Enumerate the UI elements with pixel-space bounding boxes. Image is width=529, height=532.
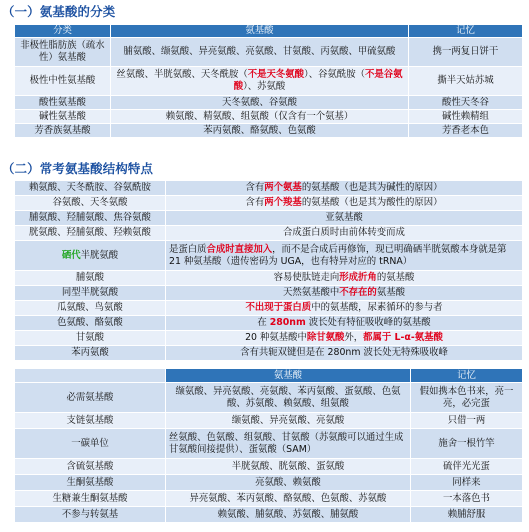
highlight-text: 不存在的 [339,287,377,298]
header-amino-acid: 氨基酸 [111,25,409,38]
memory-cell: 芳香老本色 [409,124,523,138]
amino-acid-name: 脯氨酸 [15,271,166,286]
highlight-text: 两个羧基 [264,197,302,208]
category-cell: 生糖兼生酮氨基酸 [15,491,166,507]
highlight-text: 硒代 [61,249,81,261]
amino-acid-cell: 赖氨酸、脯氨酸、苏氨酸、脯氨酸 [166,507,411,523]
amino-acid-cell: 苯丙氨酸、酪氨酸、色氨酸 [111,124,409,138]
highlight-text: 280nm [269,317,306,328]
classification-table [14,24,523,138]
amino-acid-cell: 半胱氨酸、胱氨酸、蛋氨酸 [166,459,411,475]
amino-acid-cell: 丝氨酸、半胱氨酸、天冬酰胺（不是天冬氨酸）、谷氨酰胺（不是谷氨酸）、苏氨酸 [111,67,409,96]
category-cell: 含硫氨基酸 [15,459,166,475]
memory-cell: 硫伴光光蛋 [411,459,523,475]
highlight-text: 除甘氨酸 [306,332,345,343]
category-cell: 芳香族氨基酸 [15,124,111,138]
feature-cell: 是蛋白质合成时直接加入，而不是合成后再修饰，现已明确硒半胱氨酸本身就是第 21 种氨基酸（遗传密码为 UGA，也有特异对应的 tRNA） [166,241,523,271]
memory-cell: 只借一两 [411,413,523,429]
header-memory: 记忆 [411,369,523,383]
highlight-text: 形成折角 [339,272,377,283]
category-cell: 碱性氨基酸 [15,110,111,124]
highlight-text: 不出现于蛋白质 [245,302,312,313]
category-cell: 极性中性氨基酸 [15,67,111,96]
amino-acid-name: 甘氨酸 [15,331,166,346]
category-cell: 一碳单位 [15,429,166,459]
highlight-text: 不是天冬氨酸 [247,69,305,80]
amino-acid-name: 色氨酸、酪氨酸 [15,316,166,331]
feature-cell: 含有两个氨基的氨基酸（也是其为碱性的原因） [166,181,523,196]
highlight-text: 不是谷氨酸 [233,69,403,92]
memory-cell: 酸性天冬谷 [409,96,523,110]
feature-cell: 在 280nm 波长处有特征吸收峰的氨基酸 [166,316,523,331]
header-blank [15,369,166,383]
memory-cell: 携一两复日饼干 [409,38,523,67]
memory-cell: 一本落色书 [411,491,523,507]
highlight-text: 两个氨基 [264,182,302,193]
amino-acid-cell: 缬氨酸、异亮氨酸、亮氨酸 [166,413,411,429]
header-amino-acid: 氨基酸 [166,369,411,383]
category-cell: 酸性氨基酸 [15,96,111,110]
section1-title: （一）氨基酸的分类 [2,4,116,19]
amino-acid-name: 赖氨酸、天冬酰胺、谷氨酰胺 [15,181,166,196]
highlight-text: 合成时直接加入 [206,243,273,255]
amino-acid-name: 脯氨酸、羟脯氨酸、焦谷氨酸 [15,211,166,226]
highlight-text: 都属于 L-α-氨基酸 [363,332,443,343]
feature-cell: 容易使肽链走向形成折角的氨基酸 [166,271,523,286]
essential-table [14,368,523,523]
memory-cell: 假如携本色书来，亮一亮，必完蛋 [411,383,523,413]
category-cell: 非极性脂肪族（疏水性）氨基酸 [15,38,111,67]
amino-acid-cell: 脯氨酸、缬氨酸、异亮氨酸、亮氨酸、甘氨酸、丙氨酸、甲硫氨酸 [111,38,409,67]
feature-cell: 天然氨基酸中不存在的氨基酸 [166,286,523,301]
amino-acid-cell: 天冬氨酸、谷氨酸 [111,96,409,110]
structure-table [14,180,523,361]
feature-cell: 含有两个羧基的氨基酸（也是其为酸性的原因） [166,196,523,211]
memory-cell: 施舍一根竹竿 [411,429,523,459]
memory-cell: 赖脯舒服 [411,507,523,523]
amino-acid-name: 苯丙氨酸 [15,346,166,361]
memory-cell: 同样来 [411,475,523,491]
amino-acid-cell: 赖氨酸、精氨酸、组氨酸（仅含有一个氨基） [111,110,409,124]
amino-acid-name: 同型半胱氨酸 [15,286,166,301]
category-cell: 必需氨基酸 [15,383,166,413]
amino-acid-cell: 亮氨酸、赖氨酸 [166,475,411,491]
memory-cell: 碱性赖精组 [409,110,523,124]
feature-cell: 亚氨基酸 [166,211,523,226]
feature-cell: 20 种氨基酸中除甘氨酸外，都属于 L-α-氨基酸 [166,331,523,346]
amino-acid-name: 胱氨酸、羟脯氨酸、羟赖氨酸 [15,226,166,241]
amino-acid-name: 瓜氨酸、鸟氨酸 [15,301,166,316]
memory-cell: 撕半天姑苏城 [409,67,523,96]
amino-acid-name: 谷氨酸、天冬氨酸 [15,196,166,211]
feature-cell: 合成蛋白质时由前体转变而成 [166,226,523,241]
amino-acid-cell: 异亮氨酸、苯丙氨酸、酪氨酸、色氨酸、苏氨酸 [166,491,411,507]
amino-acid-cell: 缬氨酸、异亮氨酸、亮氨酸、苯丙氨酸、蛋氨酸、色氨酸、苏氨酸、赖氨酸、组氨酸 [166,383,411,413]
amino-acid-cell: 丝氨酸、色氨酸、组氨酸、甘氨酸（苏氨酸可以通过生成甘氨酸间接提供）、蛋氨酸（SAM） [166,429,411,459]
feature-cell: 不出现于蛋白质中的氨基酸，尿素循环的参与者 [166,301,523,316]
section2-title: （二）常考氨基酸结构特点 [2,161,154,176]
feature-cell: 含有共轭双键但是在 280nm 波长处无特殊吸收峰 [166,346,523,361]
category-cell: 生酮氨基酸 [15,475,166,491]
header-category: 分类 [15,25,111,38]
category-cell: 不参与转氨基 [15,507,166,523]
amino-acid-name: 硒代半胱氨酸 [15,241,166,271]
header-memory: 记忆 [409,25,523,38]
category-cell: 支链氨基酸 [15,413,166,429]
